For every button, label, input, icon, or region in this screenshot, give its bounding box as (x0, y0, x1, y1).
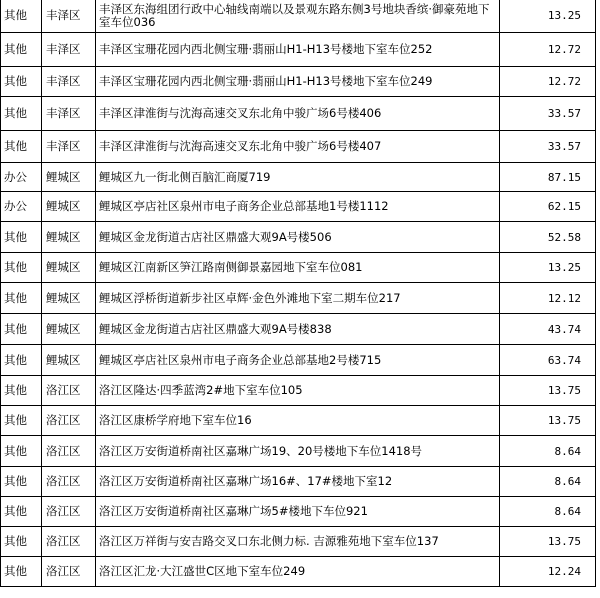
usage-type-cell: 其他 (1, 33, 42, 67)
location-cell: 鲤城区金龙街道古店社区鼎盛大观9A号楼506 (96, 222, 500, 253)
table-row (1, 406, 596, 436)
area-cell: 87.15 (500, 163, 596, 192)
location-cell: 丰泽区宝珊花园内西北侧宝珊·翡丽山H1-H13号楼地下室车位249 (96, 67, 500, 97)
table-row (1, 527, 596, 557)
location-cell: 鲤城区江南新区笋江路南侧御景嘉园地下室车位081 (96, 253, 500, 283)
usage-type-cell: 其他 (1, 436, 42, 467)
table-row (1, 222, 596, 253)
usage-type-cell: 其他 (1, 283, 42, 314)
location-cell: 洛江区汇龙·大江盛世C区地下室车位249 (96, 557, 500, 587)
table-row (1, 0, 596, 33)
location-cell: 洛江区万安街道桥南社区嘉琳广场5#楼地下车位921 (96, 497, 500, 527)
district-cell: 洛江区 (42, 557, 96, 587)
usage-type-cell: 其他 (1, 527, 42, 557)
district-cell: 鲤城区 (42, 253, 96, 283)
usage-type-cell: 其他 (1, 0, 42, 33)
district-cell: 鲤城区 (42, 163, 96, 192)
district-cell: 洛江区 (42, 406, 96, 436)
district-cell: 鲤城区 (42, 222, 96, 253)
area-cell: 13.25 (500, 0, 596, 33)
area-cell: 43.74 (500, 314, 596, 345)
location-cell: 洛江区万安街道桥南社区嘉琳广场16#、17#楼地下室12 (96, 467, 500, 497)
location-cell: 洛江区万祥街与安吉路交叉口东北侧力标. 吉源雅苑地下室车位137 (96, 527, 500, 557)
area-cell: 12.12 (500, 283, 596, 314)
table-row (1, 557, 596, 587)
usage-type-cell: 其他 (1, 467, 42, 497)
table-row (1, 497, 596, 527)
location-cell: 丰泽区津淮街与沈海高速交叉东北角中骏广场6号楼407 (96, 131, 500, 163)
table-row (1, 97, 596, 131)
table-row (1, 467, 596, 497)
usage-type-cell: 办公 (1, 192, 42, 222)
location-cell: 鲤城区亭店社区泉州市电子商务企业总部基地1号楼1112 (96, 192, 500, 222)
district-cell: 丰泽区 (42, 33, 96, 67)
table-row (1, 163, 596, 192)
table-row (1, 436, 596, 467)
location-cell: 洛江区康桥学府地下室车位16 (96, 406, 500, 436)
area-cell: 12.72 (500, 67, 596, 97)
district-cell: 洛江区 (42, 497, 96, 527)
area-cell: 8.64 (500, 467, 596, 497)
usage-type-cell: 其他 (1, 345, 42, 376)
location-cell: 丰泽区宝珊花园内西北侧宝珊·翡丽山H1-H13号楼地下室车位252 (96, 33, 500, 67)
usage-type-cell: 其他 (1, 222, 42, 253)
usage-type-cell: 其他 (1, 131, 42, 163)
location-cell: 洛江区隆达·四季蓝湾2#地下室车位105 (96, 376, 500, 406)
district-cell: 鲤城区 (42, 345, 96, 376)
district-cell: 丰泽区 (42, 131, 96, 163)
area-cell: 33.57 (500, 131, 596, 163)
district-cell: 鲤城区 (42, 283, 96, 314)
area-cell: 13.75 (500, 406, 596, 436)
location-cell: 鲤城区金龙街道古店社区鼎盛大观9A号楼838 (96, 314, 500, 345)
table-row (1, 283, 596, 314)
table-row (1, 314, 596, 345)
usage-type-cell: 其他 (1, 406, 42, 436)
district-cell: 洛江区 (42, 527, 96, 557)
location-cell: 丰泽区东海组团行政中心轴线南端以及景观东路东侧3号地块香缤·御豪苑地下室车位036 (96, 0, 500, 33)
location-cell: 鲤城区亭店社区泉州市电子商务企业总部基地2号楼715 (96, 345, 500, 376)
area-cell: 13.75 (500, 376, 596, 406)
table-row (1, 67, 596, 97)
district-cell: 洛江区 (42, 467, 96, 497)
area-cell: 8.64 (500, 436, 596, 467)
area-cell: 33.57 (500, 97, 596, 131)
usage-type-cell: 其他 (1, 557, 42, 587)
table-row (1, 33, 596, 67)
usage-type-cell: 其他 (1, 314, 42, 345)
usage-type-cell: 其他 (1, 497, 42, 527)
district-cell: 鲤城区 (42, 192, 96, 222)
table-row (1, 192, 596, 222)
area-cell: 8.64 (500, 497, 596, 527)
usage-type-cell: 其他 (1, 253, 42, 283)
usage-type-cell: 其他 (1, 67, 42, 97)
usage-type-cell: 其他 (1, 97, 42, 131)
district-cell: 丰泽区 (42, 0, 96, 33)
district-cell: 丰泽区 (42, 67, 96, 97)
area-cell: 13.75 (500, 527, 596, 557)
location-cell: 洛江区万安街道桥南社区嘉琳广场19、20号楼地下车位1418号 (96, 436, 500, 467)
usage-type-cell: 其他 (1, 376, 42, 406)
area-cell: 12.24 (500, 557, 596, 587)
location-cell: 鲤城区九一街北侧百脑汇商厦719 (96, 163, 500, 192)
table-row (1, 131, 596, 163)
area-cell: 62.15 (500, 192, 596, 222)
district-cell: 洛江区 (42, 376, 96, 406)
usage-type-cell: 办公 (1, 163, 42, 192)
area-cell: 63.74 (500, 345, 596, 376)
area-cell: 12.72 (500, 33, 596, 67)
location-cell: 鲤城区浮桥街道新步社区卓辉·金色外滩地下室二期车位217 (96, 283, 500, 314)
area-cell: 52.58 (500, 222, 596, 253)
district-cell: 丰泽区 (42, 97, 96, 131)
table-row (1, 376, 596, 406)
property-table-body (1, 0, 596, 587)
table-row (1, 253, 596, 283)
district-cell: 洛江区 (42, 436, 96, 467)
table-row (1, 345, 596, 376)
district-cell: 鲤城区 (42, 314, 96, 345)
area-cell: 13.25 (500, 253, 596, 283)
location-cell: 丰泽区津淮街与沈海高速交叉东北角中骏广场6号楼406 (96, 97, 500, 131)
